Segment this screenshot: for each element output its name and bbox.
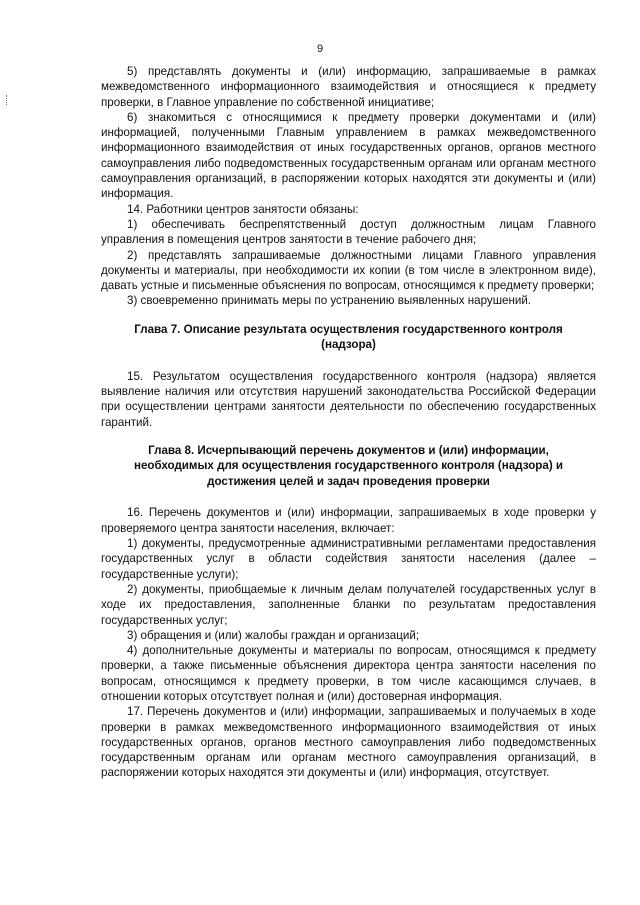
paragraph-item-5: 5) представлять документы и (или) информацию, запрашиваемые в рамках межведомственного информационного взаимодействия и относящиеся к предмету проверки, в Главное управление по собственной инициативе; [101,65,596,109]
paragraph-16: 16. Перечень документов и (или) информации, запрашиваемых в ходе проверки у проверяемого центра занятости населения, включает: [101,506,596,535]
paragraph-14-item-2: 2) представлять запрашиваемые должностными лицами Главного управления документы и материалы, при необходимости их копии (в том числе в электронном виде), давать устные и письменные объяснения по вопросам, относящимся к предмету проверки; [101,248,596,293]
spacer [101,430,596,443]
paragraph-16-item-2: 2) документы, приобщаемые к личным делам получателей государственных услуг в ходе их предоставления, заполненные бланки по результатам предоставления государственных услуг; [101,582,596,627]
document-body [101,64,596,781]
paragraph-16-item-3: 3) обращения и (или) жалобы граждан и организаций; [127,628,420,642]
paragraph-14-item-3: 3) своевременно принимать меры по устранению выявленных нарушений. [127,294,532,308]
paragraph-17: 17. Перечень документов и (или) информации, запрашиваемых и получаемых в ходе проверки в рамках межведомственного информационного взаимодействия от иных государственных органов, органов местного самоуправления либо подведомственных государственным органам или органам местного самоуправления организаций, в распоряжении которых находятся эти документы и (или) информация, отсутствует. [101,705,596,780]
chapter-8-heading: Глава 8. Исчерпывающий перечень документов и (или) информации, необходимых для осуществления государственного контроля (надзора) и достижения целей и задач проведения проверки [133,443,564,488]
paragraph-16-item-4: 4) дополнительные документы и материалы по вопросам, относящимся к предмету проверки, а также письменные объяснения директора центра занятости населения по вопросам, относящимся к предмету проверки, в том числе касающимся случаев, в отношении которых отсутствует полная и (или) достоверная информация. [101,644,596,703]
spacer [101,489,596,505]
spacer [101,353,596,369]
chapter-7-heading: Глава 7. Описание результата осуществления государственного контроля (надзора) [134,322,563,352]
paragraph-16-item-1: 1) документы, предусмотренные административными регламентами предоставления государственных услуг в области содействия занятости населения (далее – государственные услуги); [101,537,596,581]
margin-mark [6,95,9,105]
spacer [101,309,596,322]
paragraph-14-item-1: 1) обеспечивать беспрепятственный доступ должностным лицам Главного управления в помещения центров занятости в течение рабочего дня; [101,217,596,247]
paragraph-14: 14. Работники центров занятости обязаны: [127,202,359,216]
paragraph-item-6: 6) знакомиться с относящимися к предмету проверки документами и (или) информацией, полученными Главным управлением в рамках межведомственного информационного взаимодействия от иных государственных органов, органов местного самоуправления либо подведомственных государственным органам или органам местного самоуправления организаций, в распоряжении которых находятся эти документы и (или) информация. [101,110,596,201]
paragraph-15: 15. Результатом осуществления государственного контроля (надзора) является выявление наличия или отсутствия нарушений законодательства Российской Федерации при осуществлении центрами занятости деятельности по обеспечению государственных гарантий. [101,369,596,429]
page-number: 9 [316,43,324,55]
